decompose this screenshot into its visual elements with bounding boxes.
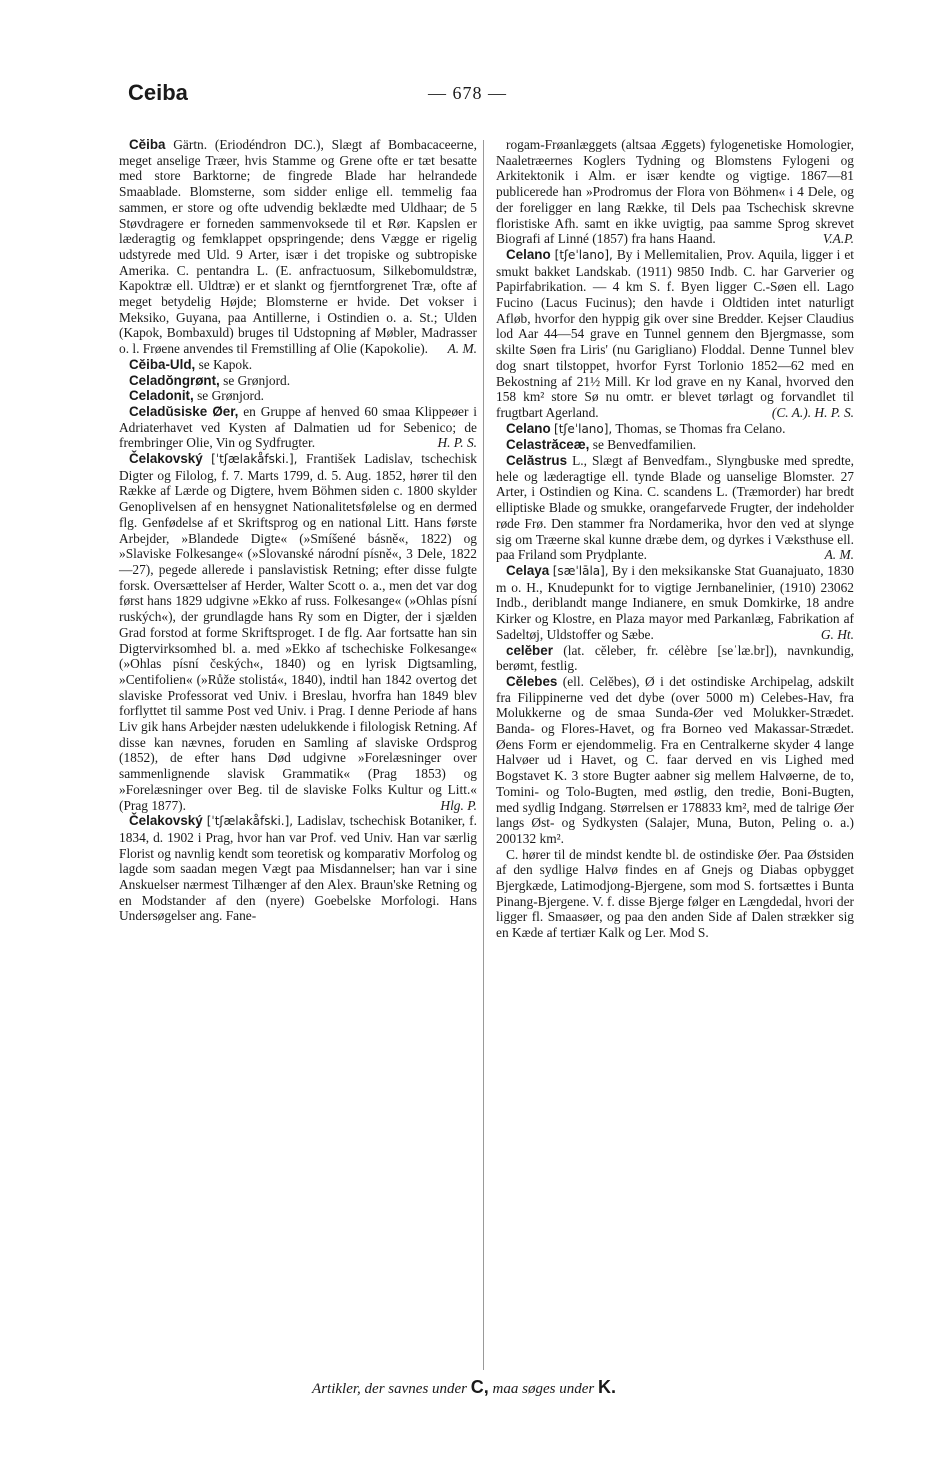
dictionary-entry [496, 137, 854, 247]
author-signature: (C. A.). H. P. S. [771, 404, 854, 420]
dictionary-entry [496, 247, 854, 421]
page-number: — 678 — [428, 83, 507, 103]
dictionary-entry [496, 563, 854, 643]
entry-text: By i Mellemitalien, Prov. Aquila, ligger i et smukt bakket Landskab. (1911) 9850 Indb. C. har Garverier og Papirfabrikation. — 4 km S. f. Byen ligger C.-Søen ell. Lago Fucino (Lacus Fucinus); den havde i Oldtiden intet naturligt Afløb, hvorfor den hyppig gik over sine Bredder. Kejser Claudius lod Aar 44—54 grave en Tunnel gennem den Bjergmasse, som skilte Søen fra Liris' (nu Garigliano) Floddal. Denne Tunnel blev dog snart tilstoppet, hvorfor Fyrst Torlonio 1852—62 med en Bekostning af 21½ Mill. Kr lod grave en ny Kanal, hvorved den 158 km² store Sø nu omtr. er blevet tørlagt og forvandlet til frugtbart Agerland. [496, 246, 854, 420]
entry-text: Thomas, se Thomas fra Celano. [615, 420, 786, 436]
author-signature: G. Ht. [820, 626, 854, 642]
dictionary-entry [119, 373, 477, 389]
entry-pronunciation: [tʃeˈlano], [554, 247, 613, 262]
author-signature: Hlg. P. [440, 797, 477, 813]
dictionary-entry [496, 643, 854, 674]
dictionary-entry [496, 437, 854, 453]
entry-text: rogam-Frøanlæggets (altsaa Æggets) fylogenetiske Homologier, Naaletræernes Koglers Tydning og Blomstens Fylogeni og Arkitektonik i Alm. er især kendte og vigtige. 1867—81 publicerede han »Prodromus der Flora von Böhmen« i 4 Dele, og der foreligger en lang Række, til Dels paa Tschechisk skrevne floristiske Afh. samt en ikke uvigtig, paa samme Sprog skrevet Biografi af Linné (1857) fra hans Haand. [496, 137, 854, 247]
entry-text: en Gruppe af henved 60 smaa Klippeøer i Adriaterhavet ved Kysten af Dalmatien ud for Sebenico; de frembringer Olie, Vin og Sydfrugter. [119, 403, 477, 451]
author-signature: A. M. [447, 341, 477, 357]
entry-text: se Benvedfamilien. [592, 437, 697, 453]
entry-text: By i den meksikanske Stat Guanajuato, 1830 m o. H., Knudepunkt for to vigtige Jernbanelinier, (1910) 23062 Indb., deriblandt mange Indianere, en smuk Domkirke, 18 andre Kirker og Klostre, en Plaza mayor med Parkanlæg, Fabrikation af Sadeltøj, Uldstoffer og Sæbe. [496, 562, 854, 642]
entry-headword: Celadonit, [129, 388, 194, 404]
entry-text: se Kapok. [198, 356, 253, 372]
entry-headword: Cĕlebes [506, 673, 558, 689]
author-signature: H. P. S. [437, 435, 477, 451]
entry-text: (lat. cĕleber, fr. célèbre [seˈlæ.br]), navnkundig, berømt, festlig. [496, 642, 854, 674]
entry-headword: celĕber [506, 642, 553, 658]
entry-pronunciation: [ˈtʃælakåfski.], [206, 814, 294, 829]
dictionary-entry [119, 451, 477, 813]
dictionary-entry [496, 453, 854, 563]
dictionary-entry [119, 404, 477, 451]
entry-text: L., Slægt af Benvedfam., Slyngbuske med spredte, hele og læderagtige ell. tynde Blade og uanselige Blomster. 27 Arter, i Ostindien og Kina. C. scandens L. (Træmorder) har bredt elliptiske Blade og smukke, orangefarvede Frugter, der indeholder røde Frø. Den stammer fra Nordamerika, hvor den ved at slynge sig om Træerne skal kunne dræbe dem, og dyrkes i Væksthuse ell. paa Friland som Prydplante. [496, 453, 854, 563]
dictionary-entry [119, 813, 477, 924]
dictionary-entry [119, 388, 477, 404]
right-column [496, 137, 854, 941]
entry-headword: Celadŭsiske Øer, [129, 403, 239, 419]
entry-headword: Celano [506, 420, 551, 436]
dictionary-entry [496, 847, 854, 941]
footer-letter-c: C, [470, 1377, 489, 1397]
entry-headword: Čelakovský [129, 451, 203, 467]
entry-pronunciation: [ˈtʃælakåfski.], [211, 452, 298, 467]
entry-headword: Čelakovský [129, 813, 203, 829]
left-column [119, 137, 477, 924]
footer-note [0, 1377, 928, 1398]
entry-pronunciation: [tʃeˈlano], [554, 421, 613, 436]
author-signature: A. M. [824, 547, 854, 563]
entry-headword: Celăstrus [506, 453, 568, 469]
author-signature: V.A.P. [822, 231, 854, 247]
footer-text: Artikler, der savnes under [312, 1381, 468, 1397]
entry-headword: Celadŏngrønt, [129, 372, 220, 388]
entry-headword: Celano [506, 246, 551, 262]
footer-middle: maa søges under [492, 1381, 595, 1397]
entry-pronunciation: [sæˈlāla], [552, 563, 609, 578]
entry-text: Ladislav, tschechisk Botaniker, f. 1834, d. 1902 i Prag, hvor han var Prof. ved Univ. Han var særlig Florist og navnlig kendt som teoretisk og komparativ Morfolog og lagde som saadan megen Vægt paa Misdannelser; han var i sine Anskuelser nærmest Tilhænger af den Alex. Braun'ske Retning og en Modstander af den (nyere) Goebelske Morfologi. Hans Undersøgelser ang. Fane- [119, 813, 477, 924]
entry-text: se Grønjord. [197, 388, 265, 404]
entry-headword: Cĕiba [129, 137, 166, 152]
footer-letter-k: K. [597, 1377, 616, 1397]
dictionary-entry [119, 137, 477, 357]
entry-headword: Cĕiba-Uld, [129, 356, 196, 372]
running-head-headword: Ceiba [128, 80, 188, 105]
entry-headword: Celastrăceæ, [506, 437, 590, 453]
entry-text: se Grønjord. [223, 372, 291, 388]
entry-text: C. hører til de mindst kendte bl. de ostindiske Øer. Paa Østsiden af den sydlige Halvø findes en af Gnejs og Diabas opbygget Bjergkæde, Latimodjong-Bjergene, som mod S. fortsættes i Bunta Pinang-Bjergene. V. f. disse Bjerge følger en Længdedal, hvori der ligger fl. Smaasøer, og paa den anden Side af Dalen strækker sig en Kæde af tertiær Kalk og Ler. Mod S. [496, 846, 854, 941]
dictionary-entry [119, 357, 477, 373]
dictionary-entry [496, 674, 854, 847]
entry-headword: Celaya [506, 562, 550, 578]
column-divider [483, 140, 484, 1370]
dictionary-entry [496, 421, 854, 438]
entry-text: Gärtn. (Eriodéndron DC.), Slægt af Bombacaceerne, meget anselige Træer, hvis Stamme og Grene ofte er tæt besatte med store Barktorne; de fingrede Blade har helrandede Smaablade. Blomsterne, som sidder enlige ell. temmelig faa sammen, er store og ofte udvendig beklædte med Uldhaar; de 5 Støvdragere er forneden sammenvoksede til et Rør. Kapslen er læderagtig og femklappet opspringende; dens Vægge er rigelig udstyrede med Uld. 9 Arter, især i det tropiske og subtropiske Amerika. C. pentandra L. (E. anfractuosum, Silkebomuldstræ, Kapoktræ ell. Uldtræ) er et slankt og fjerntforgrenet Træ, ofte af meget betydelig Højde; Blomsterne er hvide. Det vokser i Meksiko, Guyana, paa Antillerne, i Ostindien o. a. St.; Ulden (Kapok, Bombaxuld) bruges til Udstopning af Møbler, Madrasser o. l. Frøene anvendes til Fremstilling af Olie (Kapokolie). [119, 137, 477, 357]
entry-text: (ell. Celĕbes), Ø i det ostindiske Archipelag, adskilt fra Filippinerne ved det dybe (over 5000 m) Celebes-Hav, fra Molukkerne og de smaa Sunda-Øer ved Molukker-Strædet. Banda- og Flores-Havet, og fra Borneo ved Makassar-Strædet. Øens Form er ejendommelig. Fra en Centralkerne skyder 4 lange Halvøer ud i Havet, og C. faar derved en vis Lighed med Bogstavet K. 3 store Bugter aabner sig mellem Halvøerne, de to, Tomini- og Tolo-Bugten, med østlig, den tredie, Boni-Bugten, med sydlig Indgang. Størrelsen er 178833 km², med de talrige Øer langs Øst- og Sydkysten (Salajer, Muna, Buton, Peling o. a.) 200132 km². [496, 673, 854, 846]
entry-text: František Ladislav, tschechisk Digter og Filolog, f. 7. Marts 1799, d. 5. Aug. 1852, hører til den Række af Lærde og Digtere, hvem Böhmen siden c. 1800 skylder Genoplivelsen af en hensygnet Nationalitetsfølelse og en dermed flg. Genfødelse af et Skriftsprog og en national Litt. Hans første Arbejder, »Blandede Digte« (»Smíšené básně«, 1822) og »Slaviske Folkesange« (»Slovanské národní písně«, 3 Dele, 1822—27), pegede allerede i panslavistisk Retning; efter disse fulgte forsk. Oversættelser af Herder, Walter Scott o. a., men det var dog først hans 1829 udgivne »Ekko af russ. Folkesange« (»Ohlas písní ruských«), der grundlagde hans Ry som en Digter, der i sjælden Grad forstod at forme Skriftsproget. I de flg. Aar fortsatte han sin Digtervirksomhed bl. a. med »Ekko af tschechiske Folkesange« (»Ohlas písní českých«, 1840) og en lyrisk Digtsamling, »Centifolien« (»Růže stolistá«, 1840), indtil han 1842 overtog det slaviske Professorat ved Univ. i Breslau, hvorfra han 1849 blev forflyttet til samme Post ved Univ. i Prag. I denne Periode af hans Liv gik hans Arbejder næsten udelukkende i filologisk Retning. Af disse kan nævnes, foruden en Samling af slaviske Ordsprog (1852), de efter hans Død udgivne »Forelæsninger over sammenlignende slavisk Grammatik« (Prag 1853) og »Forelæsninger over Beg. til de slaviske Folks Kultur og Litt.« (Prag 1877). [119, 451, 477, 813]
